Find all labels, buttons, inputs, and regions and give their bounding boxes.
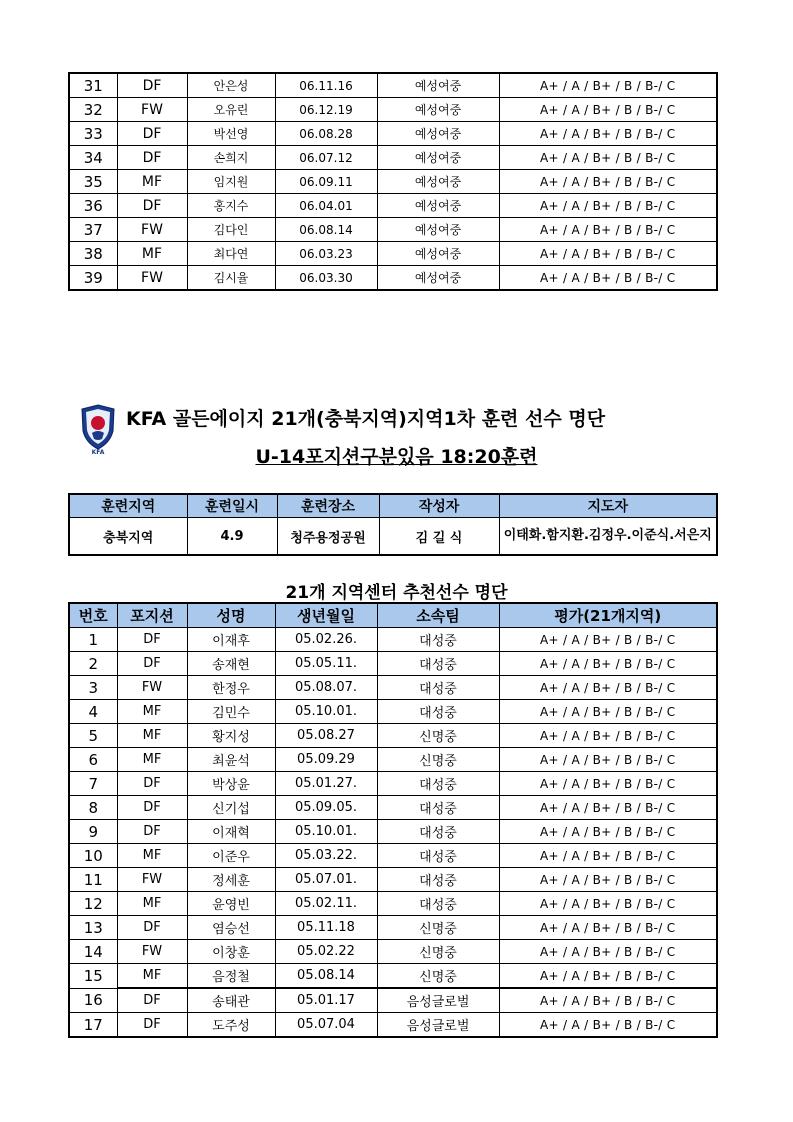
subtitle-text: U-14포지션구분있음 18:20훈련	[255, 446, 538, 468]
info-author: 김 길 식	[379, 518, 499, 556]
player-evaluation: A+ / A / B+ / B / B-/ C	[499, 73, 717, 98]
table-row	[69, 146, 717, 170]
header-birthdate: 생년월일	[275, 603, 377, 628]
header-team: 소속팀	[377, 603, 499, 628]
player-evaluation: A+ / A / B+ / B / B-/ C	[499, 724, 717, 748]
player-number: 33	[69, 122, 117, 146]
player-number: 15	[69, 964, 117, 989]
player-name: 송재현	[187, 652, 275, 676]
table-row	[69, 892, 717, 916]
player-birthdate: 05.02.26.	[275, 628, 377, 652]
player-number: 13	[69, 916, 117, 940]
player-birthdate: 05.01.27.	[275, 772, 377, 796]
player-number: 35	[69, 170, 117, 194]
player-evaluation: A+ / A / B+ / B / B-/ C	[499, 868, 717, 892]
player-name: 이준우	[187, 844, 275, 868]
info-header-venue: 훈련장소	[277, 494, 379, 518]
player-position: FW	[117, 98, 187, 122]
player-evaluation: A+ / A / B+ / B / B-/ C	[499, 266, 717, 291]
table-row	[69, 940, 717, 964]
player-name: 이창훈	[187, 940, 275, 964]
player-position: MF	[117, 242, 187, 266]
table-row	[69, 964, 717, 989]
player-table-header	[69, 603, 717, 628]
player-position: DF	[117, 916, 187, 940]
player-evaluation: A+ / A / B+ / B / B-/ C	[499, 700, 717, 724]
table-row	[69, 868, 717, 892]
player-evaluation: A+ / A / B+ / B / B-/ C	[499, 98, 717, 122]
header-name: 성명	[187, 603, 275, 628]
player-number: 37	[69, 218, 117, 242]
info-header-region: 훈련지역	[69, 494, 187, 518]
player-position: MF	[117, 700, 187, 724]
player-position: DF	[117, 194, 187, 218]
info-coaches: 이태화.함지환.김정우.이준식.서은지	[499, 518, 717, 556]
player-team: 예성여중	[377, 122, 499, 146]
player-birthdate: 05.08.27	[275, 724, 377, 748]
player-position: DF	[117, 652, 187, 676]
table-row	[69, 748, 717, 772]
player-position: FW	[117, 676, 187, 700]
player-position: DF	[117, 122, 187, 146]
player-team: 대성중	[377, 628, 499, 652]
player-name: 송태관	[187, 988, 275, 1013]
player-evaluation: A+ / A / B+ / B / B-/ C	[499, 940, 717, 964]
player-name: 윤영빈	[187, 892, 275, 916]
table-row	[69, 170, 717, 194]
table-row	[69, 218, 717, 242]
player-birthdate: 05.09.29	[275, 748, 377, 772]
player-name: 손희지	[187, 146, 275, 170]
player-position: MF	[117, 170, 187, 194]
player-name: 오유린	[187, 98, 275, 122]
player-team: 예성여중	[377, 266, 499, 291]
player-team: 신명중	[377, 724, 499, 748]
player-number: 39	[69, 266, 117, 291]
info-header-date: 훈련일시	[187, 494, 277, 518]
player-name: 이재후	[187, 628, 275, 652]
player-team: 대성중	[377, 820, 499, 844]
player-team: 신명중	[377, 940, 499, 964]
player-birthdate: 05.08.07.	[275, 676, 377, 700]
info-region: 충북지역	[69, 518, 187, 556]
player-birthdate: 06.08.14	[275, 218, 377, 242]
player-evaluation: A+ / A / B+ / B / B-/ C	[499, 1013, 717, 1038]
info-venue: 청주용정공원	[277, 518, 379, 556]
player-number: 16	[69, 988, 117, 1013]
player-position: MF	[117, 724, 187, 748]
player-name: 황지성	[187, 724, 275, 748]
player-position: DF	[117, 146, 187, 170]
player-team: 예성여중	[377, 242, 499, 266]
player-evaluation: A+ / A / B+ / B / B-/ C	[499, 988, 717, 1013]
player-position: DF	[117, 628, 187, 652]
player-position: FW	[117, 868, 187, 892]
section-title: 21개 지역센터 추천선수 명단	[285, 583, 508, 603]
player-birthdate: 06.11.16	[275, 73, 377, 98]
table-row	[69, 652, 717, 676]
training-info-table	[68, 493, 718, 556]
player-name: 박상윤	[187, 772, 275, 796]
player-team: 신명중	[377, 916, 499, 940]
player-number: 4	[69, 700, 117, 724]
player-team: 예성여중	[377, 146, 499, 170]
player-birthdate: 06.03.23	[275, 242, 377, 266]
player-team: 대성중	[377, 700, 499, 724]
player-team: 예성여중	[377, 218, 499, 242]
player-number: 3	[69, 676, 117, 700]
player-team: 음성글로벌	[377, 1013, 499, 1038]
continued-player-table-body	[69, 73, 717, 290]
player-evaluation: A+ / A / B+ / B / B-/ C	[499, 748, 717, 772]
player-position: MF	[117, 964, 187, 989]
table-row	[69, 194, 717, 218]
player-position: DF	[117, 73, 187, 98]
player-evaluation: A+ / A / B+ / B / B-/ C	[499, 652, 717, 676]
player-position: FW	[117, 266, 187, 291]
player-number: 12	[69, 892, 117, 916]
info-date: 4.9	[187, 518, 277, 556]
page-subtitle	[0, 442, 793, 469]
player-name: 도주성	[187, 1013, 275, 1038]
player-team: 대성중	[377, 892, 499, 916]
player-evaluation: A+ / A / B+ / B / B-/ C	[499, 772, 717, 796]
player-number: 17	[69, 1013, 117, 1038]
player-number: 31	[69, 73, 117, 98]
player-team: 대성중	[377, 676, 499, 700]
player-evaluation: A+ / A / B+ / B / B-/ C	[499, 242, 717, 266]
player-team: 예성여중	[377, 170, 499, 194]
table-row	[69, 724, 717, 748]
player-evaluation: A+ / A / B+ / B / B-/ C	[499, 916, 717, 940]
info-header-row	[69, 494, 717, 518]
table-row	[69, 242, 717, 266]
info-header-author: 작성자	[379, 494, 499, 518]
player-team: 신명중	[377, 748, 499, 772]
player-position: MF	[117, 844, 187, 868]
info-value-row	[69, 518, 717, 556]
player-number: 34	[69, 146, 117, 170]
player-team: 예성여중	[377, 194, 499, 218]
player-name: 김민수	[187, 700, 275, 724]
player-evaluation: A+ / A / B+ / B / B-/ C	[499, 122, 717, 146]
player-position: MF	[117, 748, 187, 772]
player-team: 음성글로벌	[377, 988, 499, 1013]
player-number: 10	[69, 844, 117, 868]
player-birthdate: 05.07.01.	[275, 868, 377, 892]
player-birthdate: 05.03.22.	[275, 844, 377, 868]
table-row	[69, 628, 717, 652]
player-number: 1	[69, 628, 117, 652]
table-row	[69, 73, 717, 98]
player-team: 대성중	[377, 652, 499, 676]
player-evaluation: A+ / A / B+ / B / B-/ C	[499, 844, 717, 868]
player-number: 6	[69, 748, 117, 772]
player-position: DF	[117, 988, 187, 1013]
player-table	[68, 602, 718, 1038]
table-row	[69, 844, 717, 868]
player-team: 대성중	[377, 796, 499, 820]
player-position: DF	[117, 820, 187, 844]
player-position: FW	[117, 940, 187, 964]
player-number: 14	[69, 940, 117, 964]
player-birthdate: 06.09.11	[275, 170, 377, 194]
player-name: 음정철	[187, 964, 275, 989]
player-evaluation: A+ / A / B+ / B / B-/ C	[499, 676, 717, 700]
player-evaluation: A+ / A / B+ / B / B-/ C	[499, 194, 717, 218]
table-row	[69, 1013, 717, 1038]
player-evaluation: A+ / A / B+ / B / B-/ C	[499, 892, 717, 916]
table-row	[69, 796, 717, 820]
player-position: DF	[117, 772, 187, 796]
player-name: 김시율	[187, 266, 275, 291]
player-number: 5	[69, 724, 117, 748]
player-name: 안은성	[187, 73, 275, 98]
player-name: 최윤석	[187, 748, 275, 772]
logo-text: KFA	[91, 449, 105, 455]
player-birthdate: 06.04.01	[275, 194, 377, 218]
player-number: 38	[69, 242, 117, 266]
player-birthdate: 06.12.19	[275, 98, 377, 122]
player-evaluation: A+ / A / B+ / B / B-/ C	[499, 146, 717, 170]
player-table-body	[69, 628, 717, 1038]
player-evaluation: A+ / A / B+ / B / B-/ C	[499, 218, 717, 242]
player-birthdate: 05.08.14	[275, 964, 377, 989]
player-team: 대성중	[377, 868, 499, 892]
player-evaluation: A+ / A / B+ / B / B-/ C	[499, 170, 717, 194]
table-row	[69, 266, 717, 291]
table-row	[69, 676, 717, 700]
player-evaluation: A+ / A / B+ / B / B-/ C	[499, 820, 717, 844]
continued-player-table	[68, 72, 718, 291]
player-position: MF	[117, 892, 187, 916]
player-position: DF	[117, 796, 187, 820]
player-number: 8	[69, 796, 117, 820]
player-name: 김다인	[187, 218, 275, 242]
table-row	[69, 916, 717, 940]
table-row	[69, 700, 717, 724]
player-position: DF	[117, 1013, 187, 1038]
player-birthdate: 05.01.17	[275, 988, 377, 1013]
info-header-coach: 지도자	[499, 494, 717, 518]
table-row	[69, 772, 717, 796]
page-title: KFA 골든에이지 21개(충북지역)지역1차 훈련 선수 명단	[126, 408, 606, 430]
player-birthdate: 06.03.30	[275, 266, 377, 291]
header-position: 포지션	[117, 603, 187, 628]
player-birthdate: 05.09.05.	[275, 796, 377, 820]
player-name: 정세훈	[187, 868, 275, 892]
player-number: 9	[69, 820, 117, 844]
table-row	[69, 98, 717, 122]
player-name: 박선영	[187, 122, 275, 146]
player-number: 2	[69, 652, 117, 676]
player-name: 염승선	[187, 916, 275, 940]
player-team: 예성여중	[377, 98, 499, 122]
player-team: 대성중	[377, 844, 499, 868]
player-birthdate: 05.11.18	[275, 916, 377, 940]
player-number: 7	[69, 772, 117, 796]
header-evaluation: 평가(21개지역)	[499, 603, 717, 628]
player-birthdate: 05.07.04	[275, 1013, 377, 1038]
player-evaluation: A+ / A / B+ / B / B-/ C	[499, 964, 717, 989]
player-team: 대성중	[377, 772, 499, 796]
player-number: 32	[69, 98, 117, 122]
player-birthdate: 05.05.11.	[275, 652, 377, 676]
table-row	[69, 122, 717, 146]
player-name: 이재혁	[187, 820, 275, 844]
player-number: 36	[69, 194, 117, 218]
player-name: 한정우	[187, 676, 275, 700]
player-name: 최다연	[187, 242, 275, 266]
player-birthdate: 05.02.22	[275, 940, 377, 964]
player-team: 예성여중	[377, 73, 499, 98]
table-row	[69, 820, 717, 844]
player-name: 홍지수	[187, 194, 275, 218]
player-evaluation: A+ / A / B+ / B / B-/ C	[499, 628, 717, 652]
player-name: 신기섭	[187, 796, 275, 820]
table-row	[69, 988, 717, 1013]
player-team: 신명중	[377, 964, 499, 989]
player-birthdate: 05.10.01.	[275, 820, 377, 844]
player-birthdate: 06.07.12	[275, 146, 377, 170]
player-birthdate: 06.08.28	[275, 122, 377, 146]
player-name: 임지원	[187, 170, 275, 194]
player-position: FW	[117, 218, 187, 242]
player-birthdate: 05.10.01.	[275, 700, 377, 724]
player-evaluation: A+ / A / B+ / B / B-/ C	[499, 796, 717, 820]
player-number: 11	[69, 868, 117, 892]
header-number: 번호	[69, 603, 117, 628]
player-birthdate: 05.02.11.	[275, 892, 377, 916]
